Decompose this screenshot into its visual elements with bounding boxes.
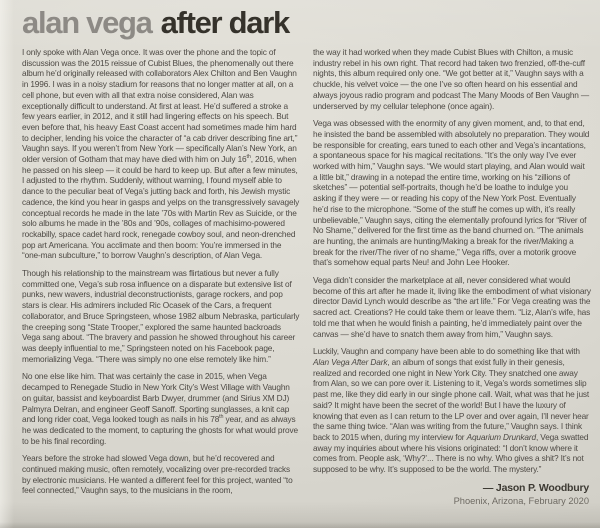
paper-bottom-shadow	[0, 522, 600, 528]
article-paragraph: I only spoke with Alan Vega once. It was over the phone and the topic of discussion was the 2015 reissue of Cubist Blues, the phenomenally out there album he’d originally released with collaborators Alex Chilton and Ben Vaughn in 1996. I was in a noisy stadium for reasons that no longer matter at all, on a cell phone, but even with all that extra noise considered, Alan was exceptionally difficult to understand. At first at least. He’d suffered a stroke a few years earlier, in 2012, and it still had lingering effects on his speech. But even before that, his heavy East Coast accent had sometimes made him hard to decipher, lending his voice the character of “a cab driver describing fine art,” Vaughn says. If you weren’t from New York — specifically Alan’s New York, an older version of Gotham that may have died with him on July 16th, 2016, when he passed on his sleep — it could be hard to keep up. But after a few minutes, I adjusted to the rhythm. Suddenly, without warning, I found myself able to dance to the peculiar beat of Vega’s jutting back and forth, his Jewish mystic cadence, the kind you hear in gasps and yelps on the transgressively savagely conceptual records he made in the late ’70s with Martin Rev as Suicide, or the solo albums he made in the ’80s and ’90s, collages of machisimo-powered rockabilly, space cadet hard rock, renegade cowboy soul, and neon-drenched pop art Americana. You acclimate and then boom: You’re immersed in the “one-man subculture,” to borrow Vaughn’s description, of Alan Vega.	[22, 47, 300, 261]
signature-location-date: Phoenix, Arizona, February 2020	[453, 495, 589, 506]
article-paragraph: Vega didn’t consider the marketplace at all, never considered what would become of this art after he made it, living like the embodiment of what visionary director David Lynch would describe as “the art life.” For Vega creating was the sacred act. Creations? He could take them or leave them. “Liz, Alan’s wife, has told me that when he would finish a painting, he’d immediately paint over the canvas — she’d have to snatch them away from him,” Vaughn says.	[313, 275, 591, 339]
article-paragraph: the way it had worked when they made Cubist Blues with Chilton, a music industry rebel in his own right. That record had taken two frenzied, off-the-cuff nights, this album required only one. “We got better at it,” Vaughn says with a chuckle, his velvet voice — the one I’ve so often heard on his essential and always joyous radio program and podcast The Many Moods of Ben Vaughn — underserved by my cellular telephone (once again).	[313, 47, 590, 111]
article-column-right	[313, 47, 591, 507]
author-signature: — Jason P. Woodbury	[482, 481, 589, 494]
article-paragraph: Luckily, Vaughn and company have been able to do something like that with Alan Vega After Dark, an album of songs that exist fully in their genesis, realized and recorded one night in New York City. They snatched one away from Alan, so we can pore over it. Listening to it, Vega’s words sometimes slip past me, like they did early in our single phone call. Wait, what was that he just said? It might have been the secret of the world! But I have the luxury of knowing that even as I can return to the LP over and over again, I’ll never hear the same thing twice. “Alan was writing from the future,” Vaughn says. I think back to 2015 when, during my interview for Aquarium Drunkard, Vega swatted away my inquiries about where his visions originated: “I don’t know where it comes from. People ask, ‘Why?’... There is no why. Who gives a shit? It’s not supposed to be why. It’s supposed to be the world. The mystery.”	[313, 346, 590, 475]
article-paragraph: No one else like him. That was certainly the case in 2015, when Vega decamped to Renegade Studio in New York City’s West Village with Vaughn on guitar, bassist and keyboardist Barb Dwyer, drummer (and Sirius XM DJ) Palmyra Delran, and engineer Geoff Sanoff. Sporting sunglasses, a knit cap and long rider coat, Vega looked tough as nails in his 78th year, and as always he was dedicated to the moment, to capturing the ghosts for what would prove to be his final recording.	[22, 371, 298, 446]
title-artist: alan vega	[22, 5, 152, 40]
title-album: after dark	[160, 5, 289, 40]
article-paragraph: Though his relationship to the mainstream was flirtatious but never a fully committed one, Vega’s sub rosa influence on a disparate but extensive list of punks, new wavers, industrial deconstructionists, garage rockers, and pop stars is clear. His admirers included Ric Ocasek of the Cars, a frequent collaborator, and Bruce Springsteen, whose 1982 album Nebraska, particularly the creeping song “State Trooper,” explored the same haunted backroads Vega sang about. “The bravery and passion he showed throughout his career was deeply influential to me,” Springsteen noted on his Facebook page, memorializing Vega. “There was simply no one else remotely like him.”	[22, 268, 300, 364]
article-paragraph: Years before the stroke had slowed Vega down, but he’d recovered and continued making music, often remotely, vocalizing over pre-recorded tracks by electronic musicians. He wanted a different feel for this project, wanted “to feel connected,” Vaughn says, to the musicians in the room,	[22, 453, 293, 496]
article-paragraph: Vega was obsessed with the enormity of any given moment, and, to that end, he insisted the band be assembled with absolutely no preparation. They would be responsible for creating, ears tuned to each other and Vega’s incantations, a spontaneous space for his magical recitations. “It’s the only way I’ve ever worked with him,” Vaughn says. “We would start playing, and Alan would wait a little bit,” drawing in a notepad the entire time, working on his “zillions of sketches” — potential self-portraits, though he’d be loathe to indulge you asking if they were — or reading his copy of the New York Post. Eventually he’d rise to the microphone. “Some of the stuff he comes up with, it’s really unbelievable,” Vaughn says, citing the elementally profound lyrics for “River of No Shame,” delivered for the first time as the band churned on. “The animals are hunting, the animals are hunting/Making a break for the river/Making a break for the river/The river of no shame,” Vega riffs, over a motorik groove that’s somehow equal parts Neu! and John Lee Hooker.	[313, 118, 590, 268]
article-column-right-paragraphs	[313, 47, 591, 475]
paper-left-edge-highlight	[0, 0, 14, 528]
article-body	[22, 47, 591, 507]
article-column-left	[22, 47, 300, 507]
signature-block	[313, 482, 591, 507]
page-title	[22, 7, 588, 39]
